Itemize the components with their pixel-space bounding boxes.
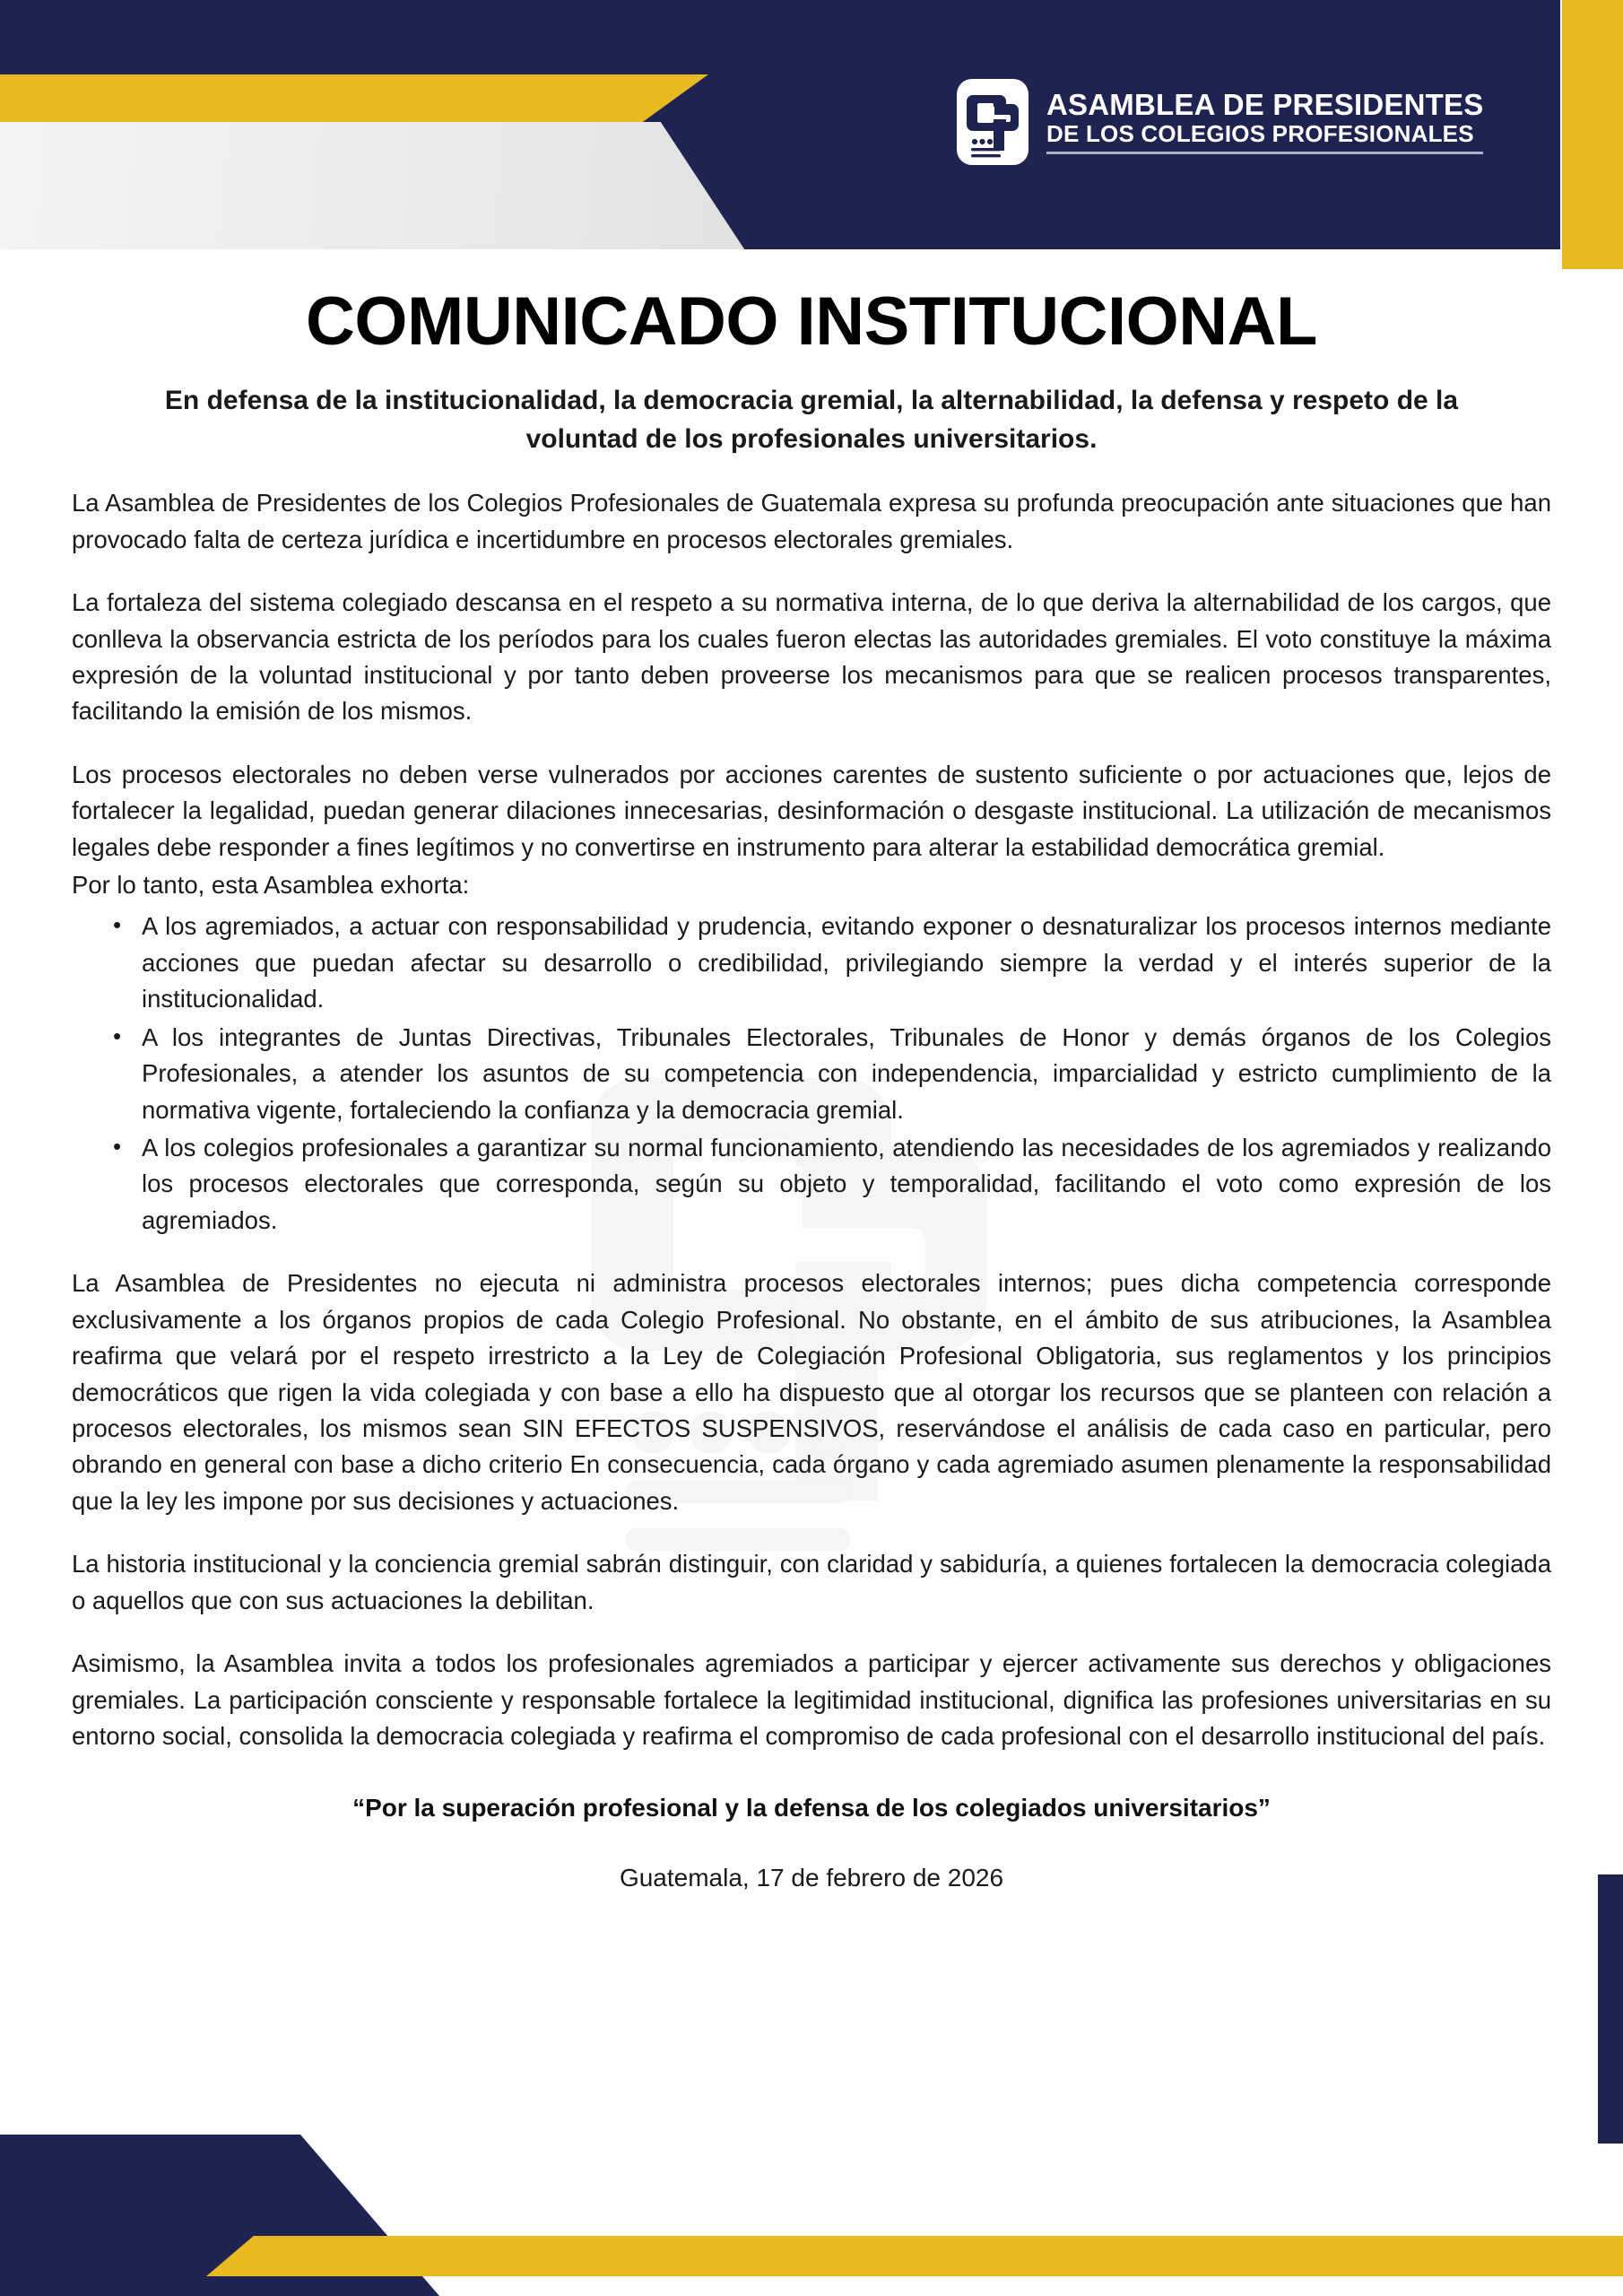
list-item: • A los colegios profesionales a garantizar su normal funcionamiento, atendiendo las necesidades de los agremiados y realizando los procesos electorales que corresponda, según su objeto y temporalidad, facilitando el voto como expresión de los agremiados. [126,1130,1551,1239]
paragraph-3: Los procesos electorales no deben verse vulnerados por acciones carentes de sustento suficiente o por actuaciones que, lejos de fortalecer la legalidad, puedan generar dilaciones innecesarias, desinformación o desgaste institucional. La utilización de mecanismos legales debe responder a fines legítimos y no convertirse en instrumento para alterar la estabilidad democrática gremial. [72,760,1551,861]
page-title: COMUNICADO INSTITUCIONAL [306,283,1317,360]
organization-logo [955,77,1483,167]
header-yellow-accent [0,74,708,124]
right-edge-navy-tab [1598,1874,1623,2144]
exhortation-intro: Por lo tanto, esta Asamblea exhorta: [72,871,470,900]
list-item: • A los integrantes de Juntas Directivas, Tribunales Electorales, Tribunales de Honor y demás órganos de los Colegios Profesionales, a atender los asuntos de su competencia con independencia, imparcialidad y estricto cumplimiento de la normativa vigente, fortaleciendo la confianza y la democracia gremial. [126,1020,1551,1128]
paragraph-1: La Asamblea de Presidentes de los Colegios Profesionales de Guatemala expresa su profunda preocupación ante situaciones que han provocado falta de certeza jurídica e incertidumbre en procesos electorales gremiales. [72,489,1551,553]
header-white-strip [0,249,1562,269]
organization-name [1046,90,1483,154]
page-header [0,0,1623,269]
list-item: • A los agremiados, a actuar con responsabilidad y prudencia, evitando exponer o desnaturalizar los procesos internos mediante acciones que puedan afectar su desarrollo o credibilidad, privilegiando siempre la verdad y el interés superior de la institucionalidad. [126,909,1551,1017]
paragraph-5: La historia institucional y la conciencia gremial sabrán distinguir, con claridad y sabiduría, a quienes fortalecen la democracia colegiada o aquellos que con sus actuaciones la debilitan. [72,1550,1551,1614]
page-footer [0,2135,1623,2296]
exhortation-list [72,909,1551,1239]
institutional-slogan: “Por la superación profesional y la defensa de los colegiados universitarios” [352,1794,1271,1822]
org-name-underline [1046,152,1483,154]
document-subtitle: En defensa de la institucionalidad, la democracia gremial, la alternabilidad, la defensa y respeto de la voluntad de los profesionales universitarios. [164,386,1459,454]
place-and-date: Guatemala, 17 de febrero de 2026 [619,1864,1004,1892]
org-name-line-1: ASAMBLEA DE PRESIDENTES [1046,88,1484,122]
paragraph-2: La fortaleza del sistema colegiado descansa en el respeto a su normativa interna, de lo que deriva la alternabilidad de los cargos, que conlleva la observancia estricta de los períodos para los cuales fueron electas las autoridades gremiales. El voto constituye la máxima expresión de la voluntad institucional y por tanto deben proveerse los mecanismos para que se realicen procesos transparentes, facilitando la emisión de los mismos. [72,588,1551,726]
header-right-yellow-bar [1562,0,1623,269]
footer-yellow-band [206,2236,1623,2276]
cp-monogram-icon [955,77,1030,167]
paragraph-4: La Asamblea de Presidentes no ejecuta ni administra procesos electorales internos; pues dicha competencia corresponde exclusivamente a los órganos propios de cada Colegio Profesional. No obstante, en el ámbito de sus atribuciones, la Asamblea reafirma que velará por el respeto irrestricto a la Ley de Colegiación Profesional Obligatoria, sus reglamentos y los principios democráticos que rigen la vida colegiada y con base a ello ha dispuesto que al otorgar los recursos que se planteen con relación a procesos electorales, los mismos sean SIN EFECTOS SUSPENSIVOS, reservándose el análisis de cada caso en particular, pero obrando en general con base a dicho criterio En consecuencia, cada órgano y cada agremiado asumen plenamente la responsabilidad que la ley les impone por sus decisiones y actuaciones. [72,1269,1551,1515]
document-body [0,269,1623,1892]
paragraph-6: Asimismo, la Asamblea invita a todos los profesionales agremiados a participar y ejercer activamente sus derechos y obligaciones gremiales. La participación consciente y responsable fortalece la legitimidad institucional, dignifica las profesiones universitarias en su entorno social, consolida la democracia colegiada y reafirma el compromiso de cada profesional con el desarrollo institucional del país. [72,1649,1551,1750]
org-name-line-2: DE LOS COLEGIOS PROFESIONALES [1046,119,1474,147]
